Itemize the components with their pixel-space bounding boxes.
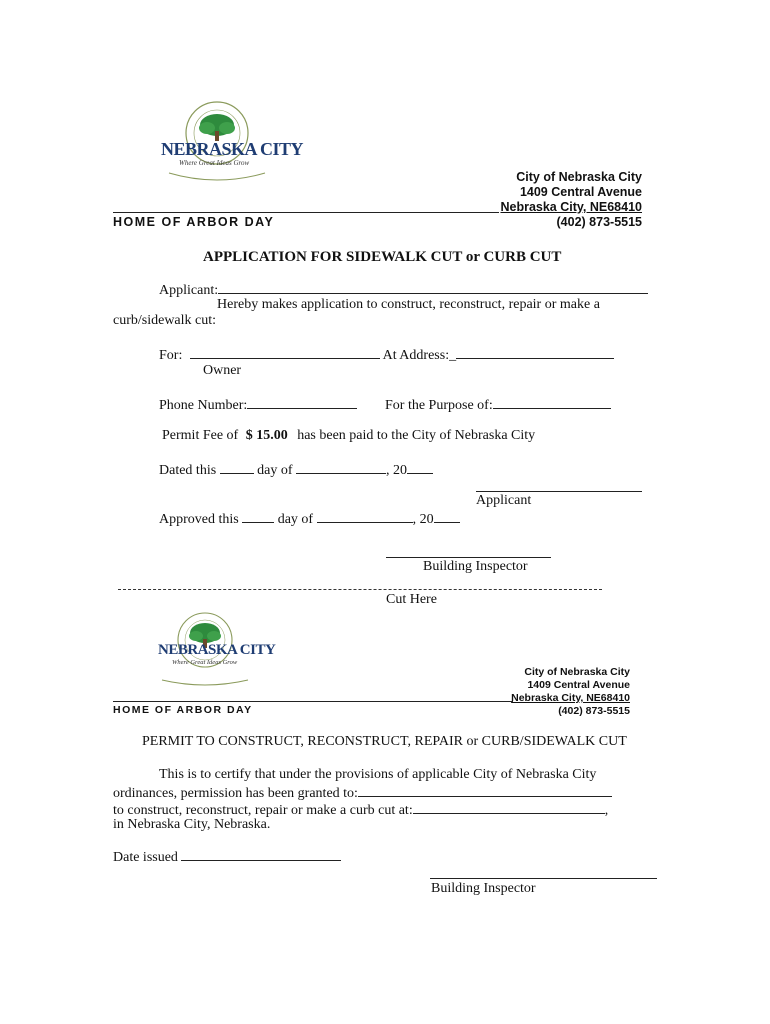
- fee-row: [162, 428, 535, 444]
- fee-amount: $ 15.00: [245, 428, 288, 443]
- logo-tagline: Where Great Ideas Grow: [172, 659, 238, 666]
- permit-inspector-label: Building Inspector: [431, 881, 536, 896]
- approved-row: [159, 510, 460, 528]
- owner-label: Owner: [203, 363, 242, 378]
- cut-here-label: Cut Here: [386, 592, 437, 607]
- header-street: 1409 Central Avenue: [519, 185, 642, 199]
- applicant-label: Applicant:: [159, 283, 219, 298]
- applicant-signature-label: Applicant: [476, 493, 532, 508]
- dated-day-field[interactable]: [220, 461, 254, 474]
- approved-year-prefix: , 20: [412, 512, 434, 527]
- date-issued-label: Date issued: [113, 850, 178, 865]
- certify-line-2-text: ordinances, permission has been granted to:: [113, 786, 358, 801]
- cut-location-field[interactable]: [413, 801, 605, 814]
- header-rule: [113, 212, 499, 213]
- purpose-row: [385, 396, 611, 414]
- date-issued-row: [113, 848, 341, 866]
- approved-day-of: day of: [277, 512, 314, 527]
- logo-name: NEBRASKA CITY: [158, 642, 276, 658]
- dated-day-of: day of: [257, 463, 293, 478]
- approved-year-field[interactable]: [434, 510, 460, 523]
- cut-line: [118, 589, 602, 590]
- purpose-label: For the Purpose of:: [385, 398, 493, 413]
- phone-row: [159, 396, 357, 414]
- certify-line-2: [113, 784, 612, 802]
- for-label: For:: [159, 348, 183, 363]
- permit-title: PERMIT TO CONSTRUCT, RECONSTRUCT, REPAIR or CURB/SIDEWALK CUT: [142, 734, 627, 749]
- fee-prefix: Permit Fee of: [162, 428, 239, 443]
- header-phone: (402) 873-5515: [556, 215, 642, 229]
- approved-label: Approved this: [159, 512, 239, 527]
- header-address: [500, 170, 642, 230]
- fee-suffix: has been paid to the City of Nebraska City: [297, 428, 536, 443]
- permit-header-street: 1409 Central Avenue: [527, 679, 630, 691]
- city-logo-top: [155, 95, 304, 185]
- applicant-signature-line[interactable]: [476, 491, 642, 492]
- dated-year-prefix: , 20: [386, 463, 408, 478]
- approved-month-field[interactable]: [317, 510, 413, 523]
- inspector-signature-line[interactable]: [386, 557, 551, 558]
- city-logo-bottom: [150, 610, 276, 688]
- for-row: [159, 346, 614, 364]
- grantee-field[interactable]: [358, 784, 612, 797]
- header-motto: HOME OF ARBOR DAY: [113, 215, 275, 229]
- permit-header-rule: [113, 701, 513, 702]
- certify-line-3-end: ,: [604, 803, 609, 818]
- dated-year-field[interactable]: [407, 461, 433, 474]
- hereby-text: Hereby makes application to construct, reconstruct, repair or make a: [217, 297, 600, 312]
- at-address-label: At Address:: [382, 348, 450, 363]
- date-issued-field[interactable]: [181, 848, 341, 861]
- header-city: City of Nebraska City: [516, 170, 642, 184]
- logo-name: NEBRASKA CITY: [161, 139, 304, 159]
- dated-label: Dated this: [159, 463, 217, 478]
- permit-inspector-signature-line[interactable]: [430, 878, 657, 879]
- dated-row: [159, 461, 433, 479]
- permit-header-phone: (402) 873-5515: [558, 705, 630, 717]
- address-field[interactable]: [456, 346, 614, 359]
- purpose-field[interactable]: [493, 396, 611, 409]
- phone-label: Phone Number:: [159, 398, 248, 413]
- permit-header-address: [511, 666, 630, 718]
- header-citystate: Nebraska City, NE68410: [500, 200, 642, 214]
- owner-field[interactable]: [190, 346, 380, 359]
- approved-day-field[interactable]: [242, 510, 274, 523]
- permit-header-motto: HOME OF ARBOR DAY: [113, 704, 253, 716]
- logo-tagline: Where Great Ideas Grow: [179, 159, 250, 167]
- permit-header-city: City of Nebraska City: [524, 666, 630, 678]
- hereby-text-cont: curb/sidewalk cut:: [113, 313, 217, 328]
- inspector-signature-label: Building Inspector: [423, 559, 528, 574]
- dated-month-field[interactable]: [296, 461, 386, 474]
- certify-line-3-text: to construct, reconstruct, repair or make a curb cut at:: [113, 803, 413, 818]
- applicant-field[interactable]: [218, 281, 648, 294]
- phone-field[interactable]: [247, 396, 357, 409]
- certify-line-1: This is to certify that under the provisions of applicable City of Nebraska City: [159, 767, 597, 782]
- at-address-prefix: _: [449, 348, 457, 363]
- certify-line-4: in Nebraska City, Nebraska.: [113, 817, 271, 832]
- permit-header-citystate: Nebraska City, NE68410: [511, 692, 630, 704]
- application-title: APPLICATION FOR SIDEWALK CUT or CURB CUT: [203, 249, 562, 265]
